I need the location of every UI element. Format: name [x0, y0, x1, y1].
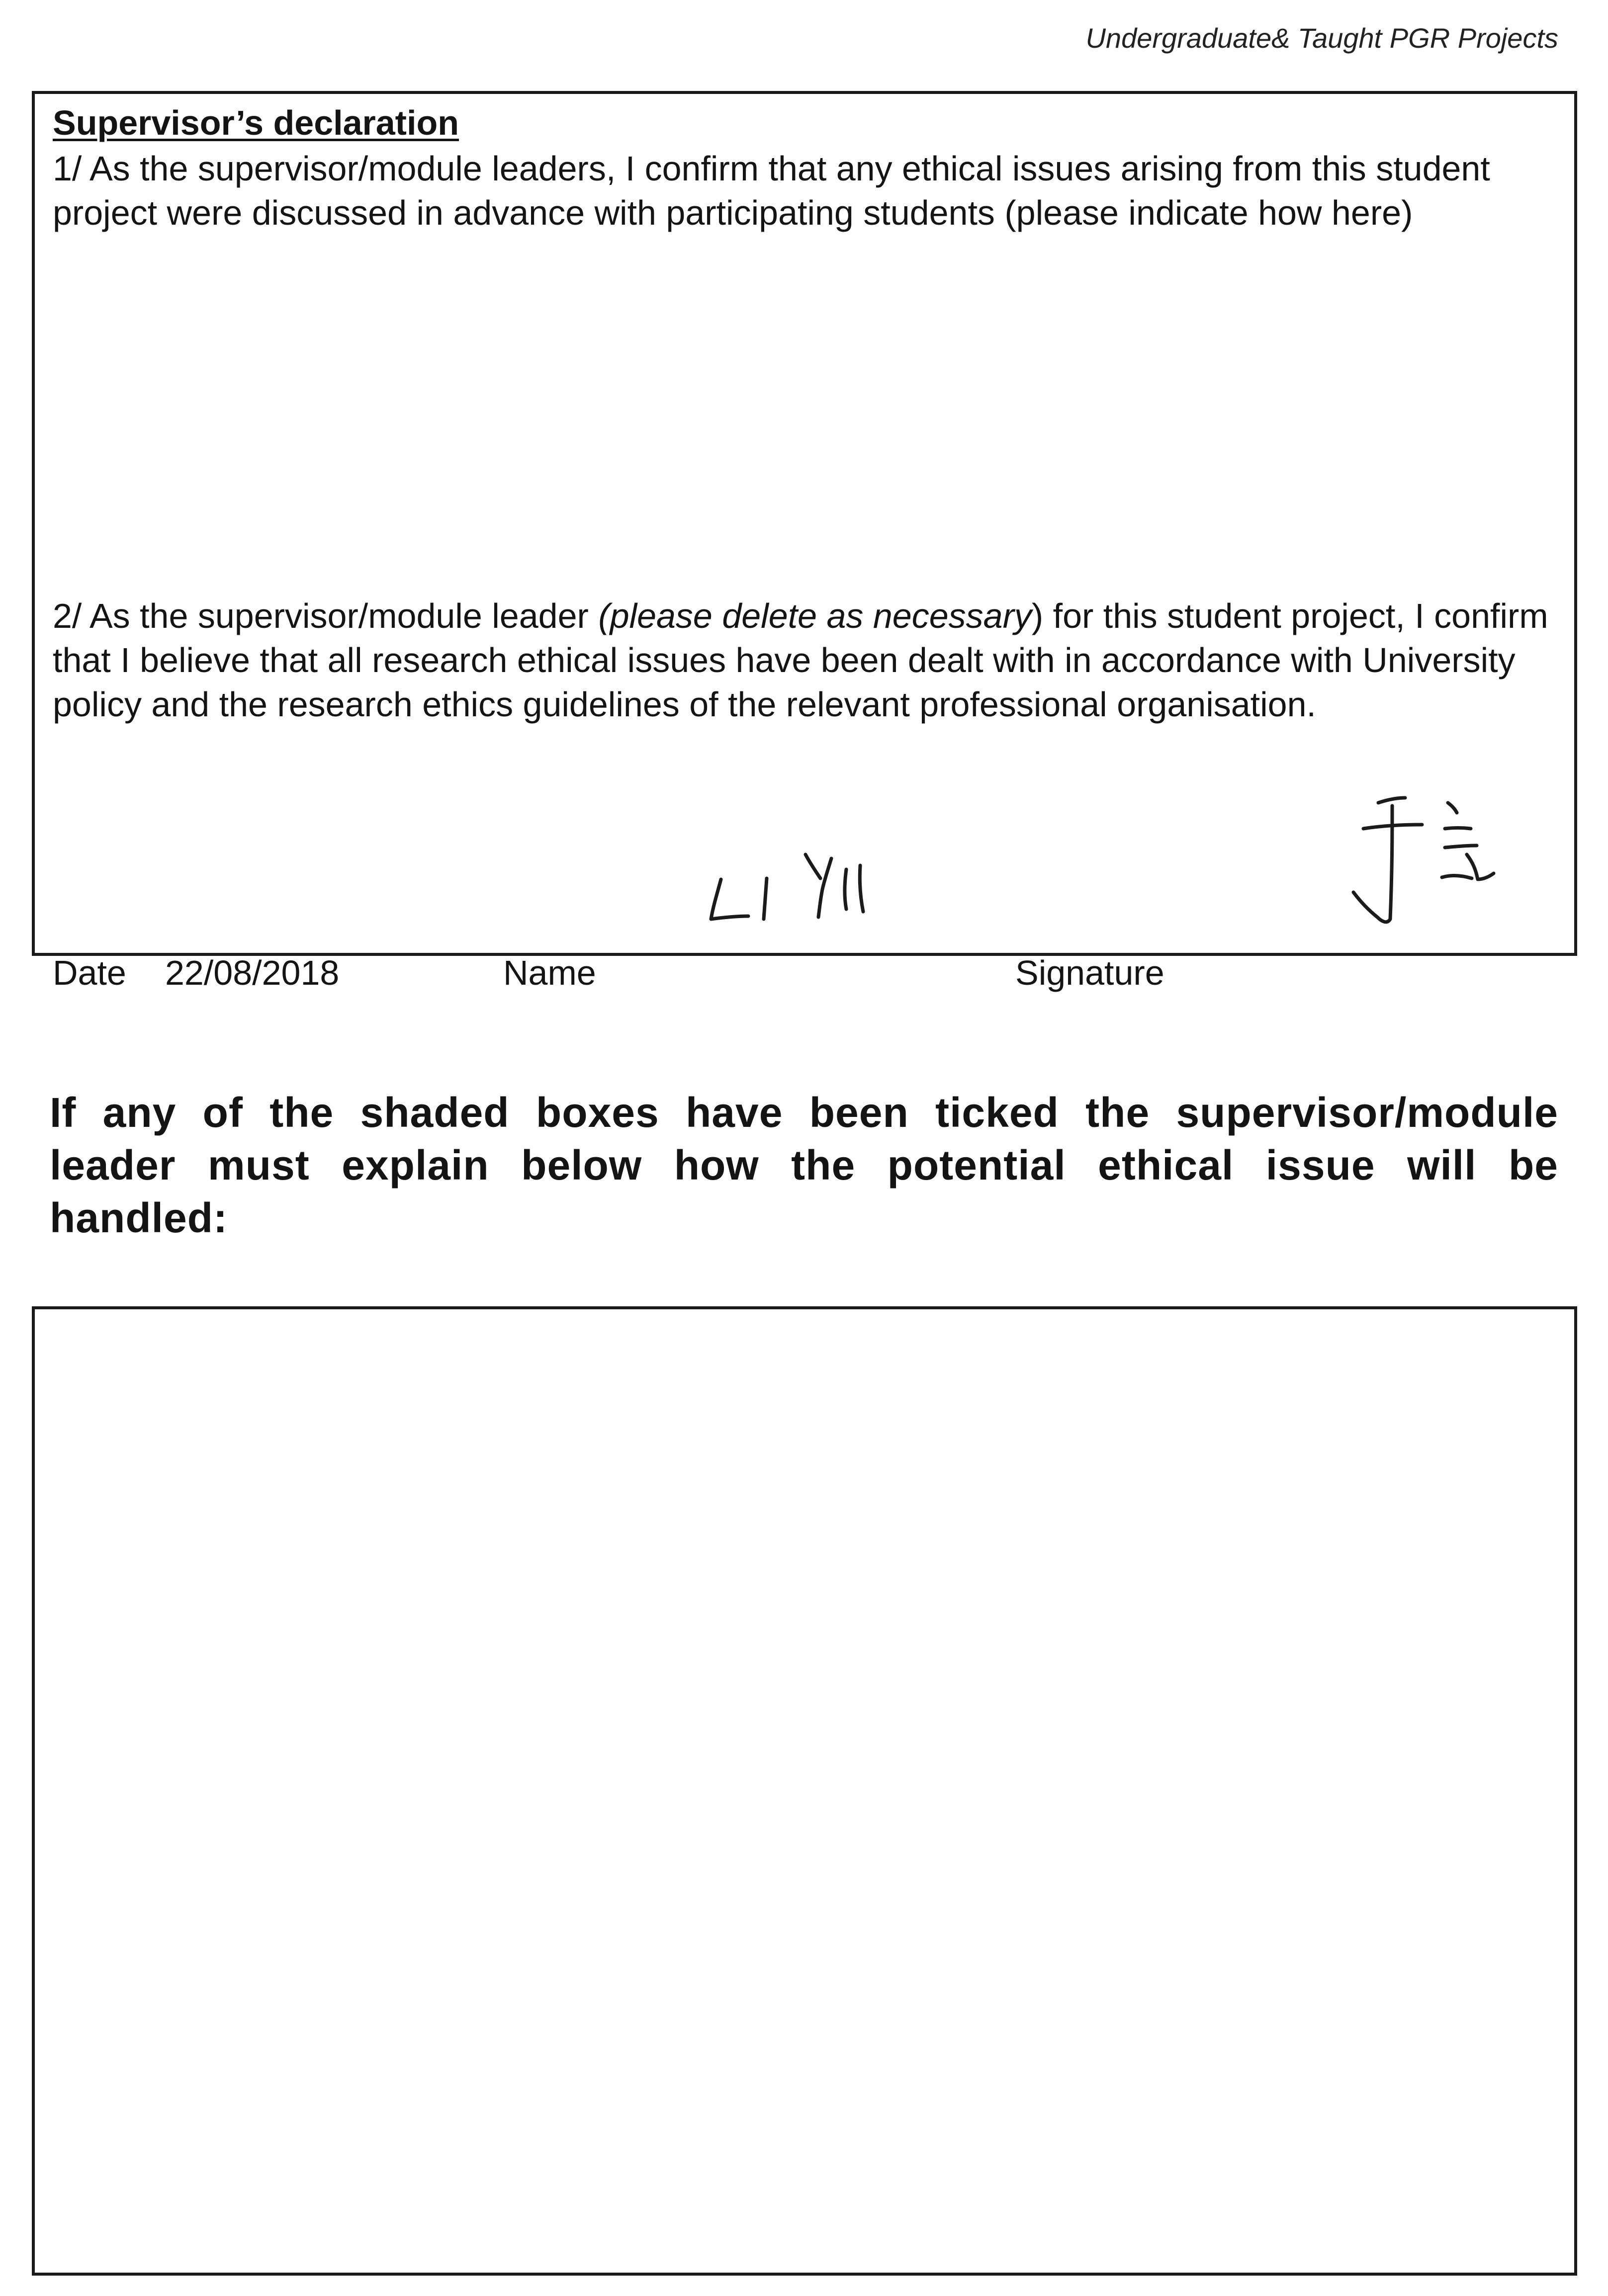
- date-label: Date: [53, 953, 126, 992]
- ethical-issue-explanation-box[interactable]: [32, 1306, 1577, 2276]
- name-label: Name: [503, 953, 596, 992]
- declaration-statement-2: [53, 594, 1564, 727]
- statement-2-start: 2/ As the supervisor/module leader: [53, 596, 599, 635]
- page-header-note: Undergraduate& Taught PGR Projects: [1085, 22, 1558, 54]
- handwritten-signature: [1318, 770, 1517, 949]
- statement-2-delete-note: (please delete as necessary: [598, 596, 1032, 635]
- ethical-issue-instruction: If any of the shaded boxes have been ticked the supervisor/module leader must explain below how the potential ethical issue will be handled:: [50, 1089, 1558, 1241]
- declaration-statement-1: 1/ As the supervisor/module leaders, I confirm that any ethical issues arising from this student project were discussed in advance with participating students (please indicate how here): [53, 149, 1490, 232]
- handwritten-name: [701, 820, 910, 939]
- supervisor-declaration-box: [32, 91, 1577, 992]
- signature-label: Signature: [1015, 953, 1164, 992]
- declaration-title: Supervisor’s declaration: [53, 103, 459, 142]
- statement-2-end: ) for this student project, I confirm that I believe that all research ethical issues have been dealt with in accordance with University policy and the research ethics guidelines of the relevant professional organisation.: [53, 596, 1548, 724]
- date-value: 22/08/2018: [165, 953, 340, 992]
